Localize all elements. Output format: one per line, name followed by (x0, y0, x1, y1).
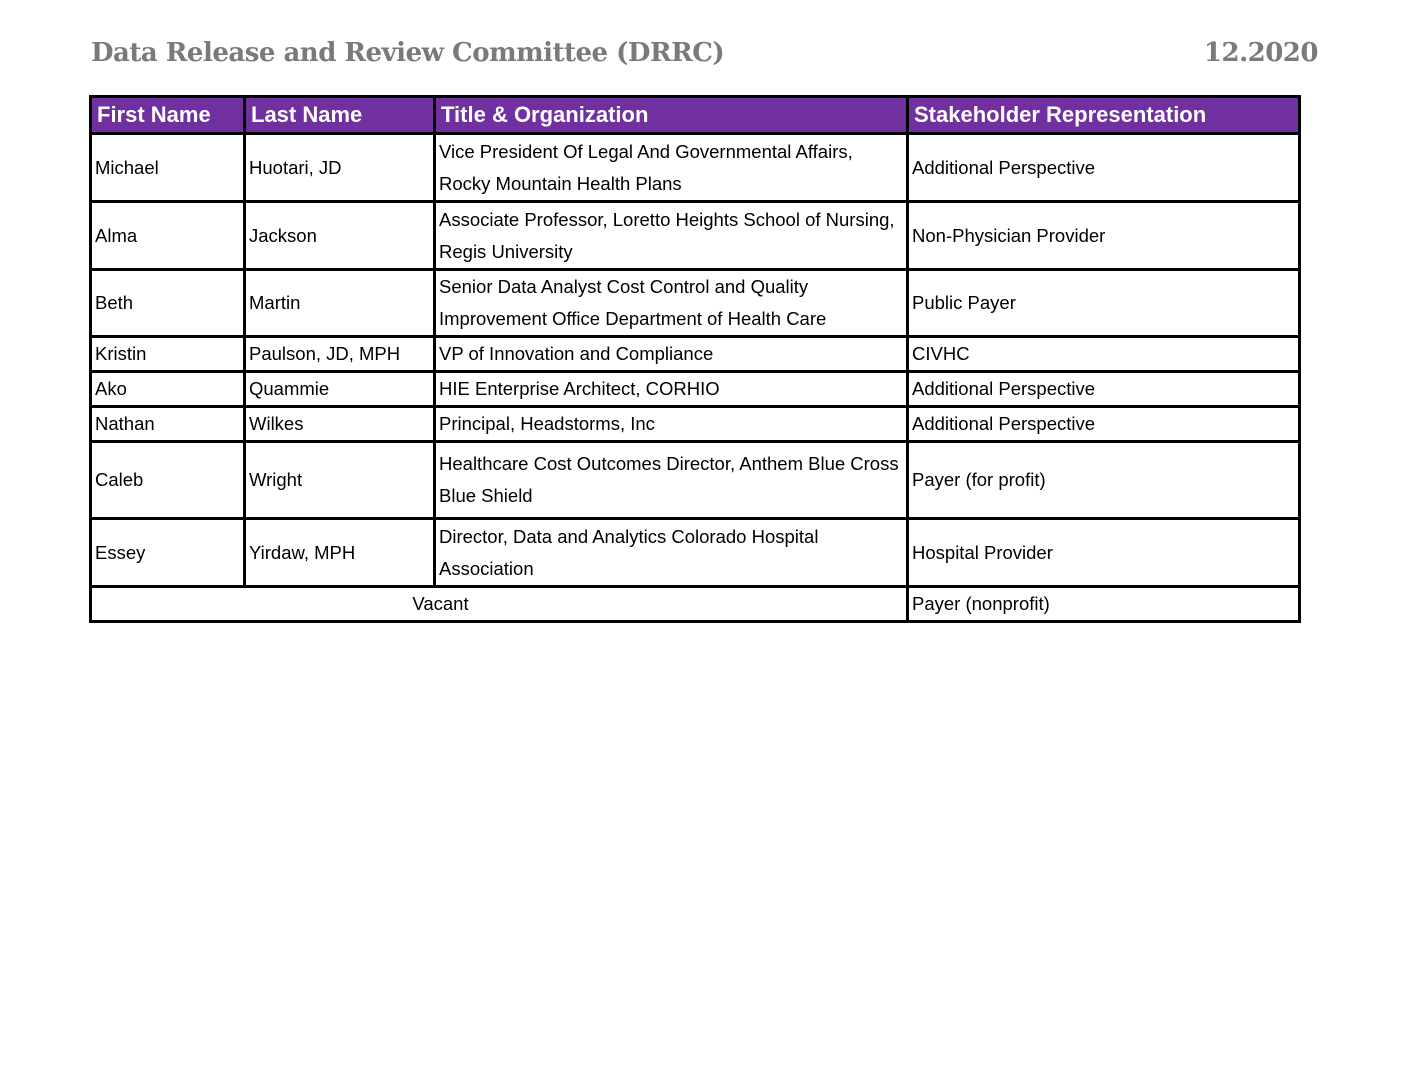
cell-stakeholder: Non-Physician Provider (908, 202, 1300, 270)
cell-first-name: Nathan (91, 407, 245, 442)
cell-last-name: Quammie (245, 372, 435, 407)
cell-stakeholder: Hospital Provider (908, 519, 1300, 587)
document-title: Data Release and Review Committee (DRRC) (91, 38, 725, 68)
column-header-title-organization: Title & Organization (435, 97, 908, 134)
cell-last-name: Huotari, JD (245, 134, 435, 202)
cell-stakeholder: CIVHC (908, 337, 1300, 372)
cell-first-name: Michael (91, 134, 245, 202)
cell-last-name: Paulson, JD, MPH (245, 337, 435, 372)
cell-title-organization: VP of Innovation and Compliance (435, 337, 908, 372)
cell-first-name: Beth (91, 270, 245, 337)
cell-vacant: Vacant (91, 587, 908, 622)
cell-title-organization: Vice President Of Legal And Governmental Affairs, Rocky Mountain Health Plans (435, 134, 908, 202)
cell-last-name: Wright (245, 442, 435, 519)
document-date: 12.2020 (1203, 38, 1318, 68)
table-row (91, 372, 1300, 407)
cell-title-organization: HIE Enterprise Architect, CORHIO (435, 372, 908, 407)
column-header-first-name: First Name (91, 97, 245, 134)
cell-last-name: Yirdaw, MPH (245, 519, 435, 587)
cell-stakeholder: Additional Perspective (908, 372, 1300, 407)
cell-title-organization: Associate Professor, Loretto Heights School of Nursing, Regis University (435, 202, 908, 270)
table-row (91, 270, 1300, 337)
cell-last-name: Martin (245, 270, 435, 337)
table-header-row (91, 97, 1300, 134)
cell-title-organization: Healthcare Cost Outcomes Director, Anthem Blue Cross Blue Shield (435, 442, 908, 519)
cell-stakeholder: Additional Perspective (908, 407, 1300, 442)
cell-first-name: Kristin (91, 337, 245, 372)
cell-first-name: Caleb (91, 442, 245, 519)
cell-title-organization: Director, Data and Analytics Colorado Hospital Association (435, 519, 908, 587)
table-row (91, 442, 1300, 519)
cell-stakeholder: Additional Perspective (908, 134, 1300, 202)
cell-last-name: Jackson (245, 202, 435, 270)
table-row (91, 519, 1300, 587)
cell-stakeholder: Payer (nonprofit) (908, 587, 1300, 622)
cell-stakeholder: Payer (for profit) (908, 442, 1300, 519)
table-row (91, 337, 1300, 372)
cell-title-organization: Principal, Headstorms, Inc (435, 407, 908, 442)
column-header-stakeholder: Stakeholder Representation (908, 97, 1300, 134)
cell-first-name: Alma (91, 202, 245, 270)
table-row (91, 407, 1300, 442)
committee-roster-table (89, 95, 1301, 623)
cell-first-name: Ako (91, 372, 245, 407)
table-row-vacant (91, 587, 1300, 622)
cell-stakeholder: Public Payer (908, 270, 1300, 337)
column-header-last-name: Last Name (245, 97, 435, 134)
cell-last-name: Wilkes (245, 407, 435, 442)
table-row (91, 134, 1300, 202)
table-row (91, 202, 1300, 270)
cell-title-organization: Senior Data Analyst Cost Control and Quality Improvement Office Department of Health Care (435, 270, 908, 337)
cell-first-name: Essey (91, 519, 245, 587)
